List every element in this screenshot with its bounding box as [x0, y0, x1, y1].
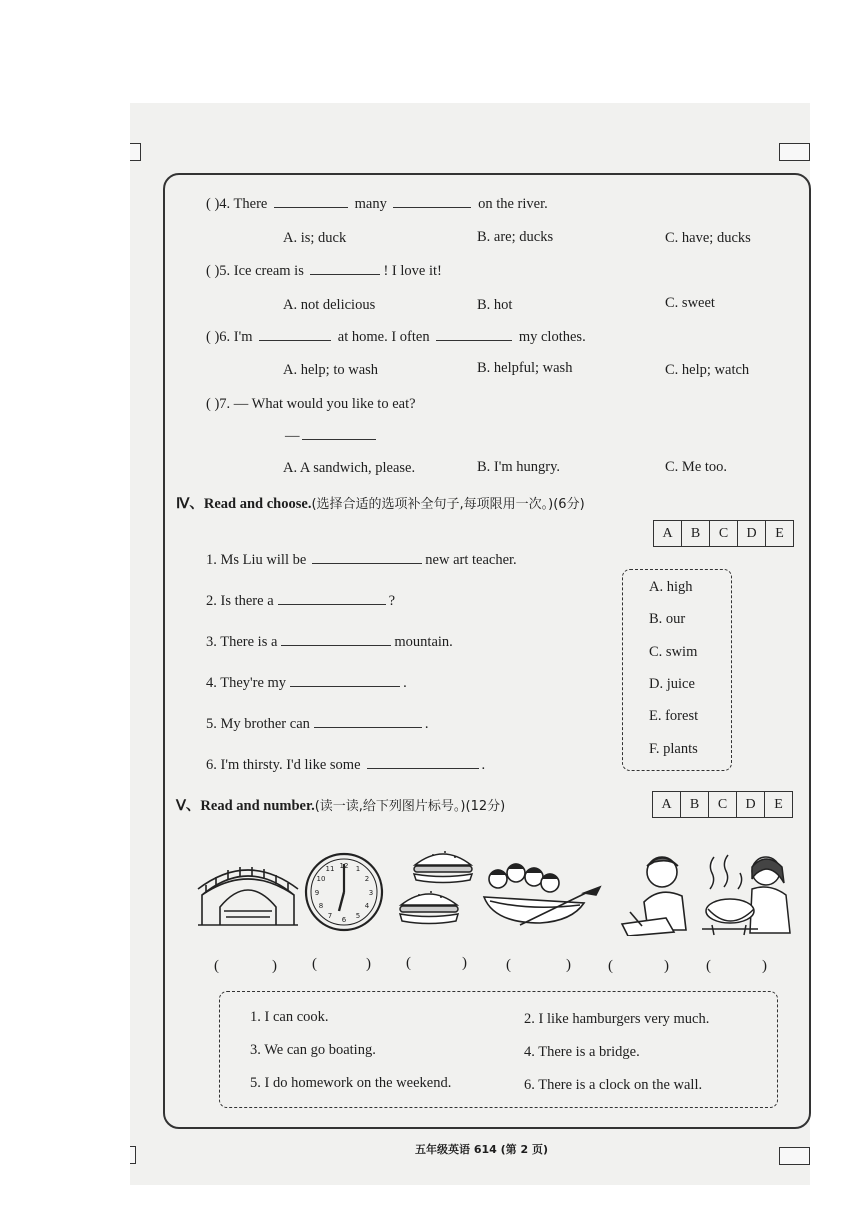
item-text: 6. I'm thirsty. I'd like some [206, 757, 361, 773]
section-numeral: Ⅳ、 [176, 496, 204, 512]
section-5-heading [176, 794, 505, 815]
section-instruction: (选择合适的选项补全句子,每项限用一次。)(6分) [311, 497, 585, 512]
answer-paren-close: ) [366, 956, 371, 972]
bridge-picture [196, 855, 300, 933]
word-option: E. forest [649, 708, 699, 724]
answer-blank[interactable] [367, 756, 479, 769]
hamburgers-picture [397, 843, 477, 935]
option: A. is; duck [283, 230, 347, 246]
question-text: Ice cream is [233, 263, 304, 279]
answer-blank[interactable] [259, 328, 331, 341]
answer-blank[interactable] [393, 195, 471, 208]
answer-paren-open: ( [406, 955, 411, 971]
score-boxes [652, 791, 793, 818]
sentence: 6. There is a clock on the wall. [524, 1077, 703, 1093]
question-text: — What would you like to eat? [233, 396, 416, 412]
registration-mark-bottom-right [779, 1147, 810, 1165]
clock-picture [303, 851, 385, 933]
option: B. hot [477, 297, 513, 313]
svg-text:7: 7 [327, 912, 333, 920]
answer-paren-open: ( [214, 958, 219, 974]
svg-text:10: 10 [316, 875, 326, 883]
score-boxes [653, 520, 794, 547]
option: A. not delicious [283, 297, 376, 313]
answer-blank[interactable] [274, 195, 348, 208]
option: C. Me too. [665, 459, 728, 475]
cook-picture [700, 849, 794, 937]
answer-blank[interactable] [436, 328, 512, 341]
fill-item [206, 756, 485, 774]
section-numeral: Ⅴ、 [176, 798, 201, 814]
svg-text:8: 8 [318, 902, 324, 910]
score-box[interactable]: E [775, 525, 784, 541]
option: C. have; ducks [665, 230, 751, 246]
item-text: . [403, 675, 407, 691]
question-number: ( )5. [206, 263, 231, 279]
question-text: many [354, 196, 387, 212]
question-4 [206, 195, 548, 213]
sentence: 1. I can cook. [250, 1009, 329, 1025]
answer-blank[interactable] [314, 715, 422, 728]
section-title: Read and choose. [203, 496, 312, 512]
option: A. help; to wash [283, 362, 379, 378]
svg-text:12: 12 [339, 862, 349, 870]
item-text: 1. Ms Liu will be [206, 552, 307, 568]
option: B. are; ducks [477, 229, 554, 245]
item-text: ? [388, 593, 396, 609]
svg-text:1: 1 [355, 865, 361, 873]
fill-item [206, 674, 407, 692]
dash: — [285, 428, 300, 444]
question-7 [206, 395, 416, 413]
question-number: ( )4. [206, 196, 231, 212]
answer-line [285, 427, 379, 445]
question-text: There [233, 196, 268, 212]
question-6 [206, 328, 586, 346]
answer-blank[interactable] [281, 633, 391, 646]
item-text: mountain. [394, 634, 453, 650]
option: B. I'm hungry. [477, 459, 561, 475]
answer-paren-open: ( [608, 958, 613, 974]
answer-blank[interactable] [278, 592, 386, 605]
item-text: 3. There is a [206, 634, 278, 650]
svg-text:3: 3 [368, 889, 374, 897]
word-option: A. high [649, 579, 693, 595]
item-text: 2. Is there a [206, 593, 274, 609]
score-box[interactable]: A [654, 521, 682, 546]
answer-blank[interactable] [302, 427, 376, 440]
answer-paren-close: ) [272, 958, 277, 974]
item-text: 5. My brother can [206, 716, 310, 732]
sentence: 4. There is a bridge. [524, 1044, 640, 1060]
question-number: ( )7. [206, 396, 231, 412]
question-text: my clothes. [518, 329, 586, 345]
answer-paren-close: ) [566, 957, 571, 973]
question-text: ! I love it! [383, 263, 442, 279]
score-box[interactable]: D [738, 521, 766, 546]
word-bank [622, 569, 732, 771]
answer-paren-close: ) [664, 958, 669, 974]
question-text: at home. I often [337, 329, 430, 345]
svg-text:2: 2 [364, 875, 370, 883]
option: A. A sandwich, please. [283, 460, 416, 476]
sentence: 3. We can go boating. [250, 1042, 376, 1058]
score-box[interactable]: E [774, 796, 783, 812]
svg-text:4: 4 [364, 902, 370, 910]
score-box[interactable]: D [737, 792, 765, 817]
boating-picture [480, 851, 604, 931]
answer-blank[interactable] [290, 674, 400, 687]
item-text: 4. They're my [206, 675, 287, 691]
svg-text:5: 5 [355, 912, 361, 920]
fill-item [206, 633, 453, 651]
answer-paren-close: ) [462, 955, 467, 971]
word-option: F. plants [649, 741, 698, 757]
answer-paren-open: ( [506, 957, 511, 973]
word-option: C. swim [649, 644, 698, 660]
fill-item [206, 592, 395, 610]
section-4-heading [176, 492, 585, 513]
registration-mark-bottom-left [130, 1146, 136, 1164]
homework-picture [620, 850, 692, 936]
fill-item [206, 551, 517, 569]
score-box[interactable]: C [710, 521, 738, 546]
section-instruction: (读一读,给下列图片标号。)(12分) [314, 799, 506, 814]
question-text: I'm [233, 329, 253, 345]
score-box[interactable]: A [653, 792, 681, 817]
score-box[interactable]: C [709, 792, 737, 817]
svg-text:9: 9 [314, 889, 320, 897]
answer-paren-open: ( [706, 958, 711, 974]
registration-mark-top-right [779, 143, 810, 161]
page-footer: 五年级英语 614 (第 2 页) [415, 1143, 548, 1156]
word-option: B. our [649, 611, 686, 627]
option: B. helpful; wash [477, 360, 573, 376]
fill-item [206, 715, 429, 733]
item-text: . [481, 757, 486, 773]
svg-text:11: 11 [325, 865, 335, 873]
item-text: . [424, 716, 429, 732]
score-box[interactable]: B [681, 792, 709, 817]
answer-blank[interactable] [312, 551, 422, 564]
score-box[interactable]: B [682, 521, 710, 546]
answer-blank[interactable] [310, 262, 380, 275]
question-5 [206, 262, 442, 280]
question-number: ( )6. [206, 329, 231, 345]
item-text: new art teacher. [425, 552, 517, 568]
sentence: 2. I like hamburgers very much. [524, 1011, 710, 1027]
sentence: 5. I do homework on the weekend. [250, 1075, 452, 1091]
option: C. sweet [665, 295, 715, 311]
section-title: Read and number. [200, 798, 315, 814]
svg-text:6: 6 [341, 916, 347, 924]
word-option: D. juice [649, 676, 695, 692]
registration-mark-top-left [130, 143, 141, 161]
question-text: on the river. [478, 196, 548, 212]
option: C. help; watch [665, 362, 750, 378]
answer-paren-open: ( [312, 956, 317, 972]
answer-paren-close: ) [762, 958, 767, 974]
